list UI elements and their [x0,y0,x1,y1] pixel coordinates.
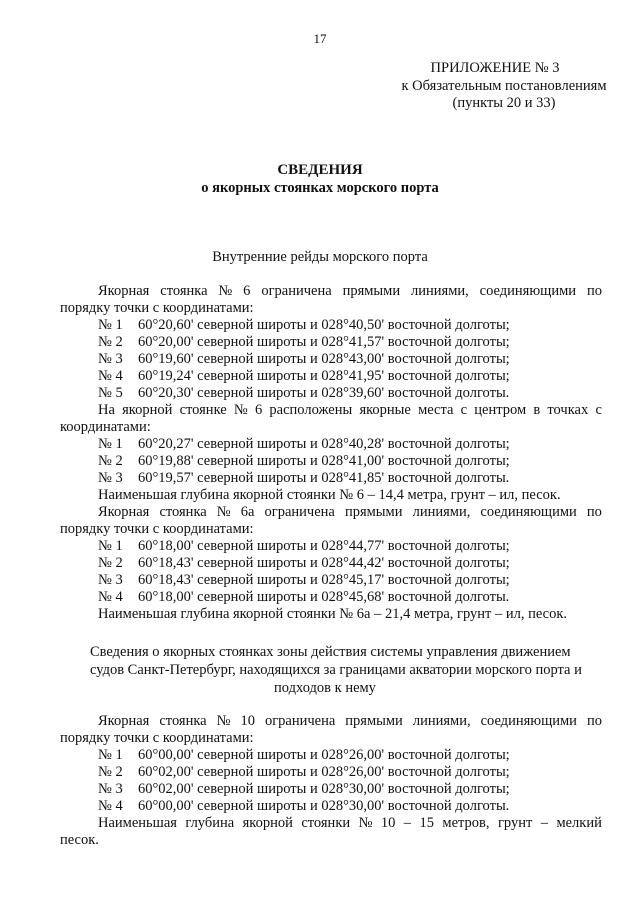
word: линиями, [412,504,471,520]
point-coords: 60°18,43' северной широты и 028°45,17' восточной долготы; [138,572,510,588]
point-coords: 60°20,60' северной широты и 028°40,50' восточной долготы; [138,317,510,333]
word: с [460,402,468,418]
point-coords: 60°20,30' северной широты и 028°39,60' восточной долготы. [138,385,510,401]
point-number: № 3 [98,572,123,588]
word: На [98,402,115,418]
anchorage-6a-point [60,538,602,555]
point-number: № 3 [98,351,123,367]
appendix-header [380,60,610,113]
heading-line: судов Санкт-Петербург, находящихся за границами акватории морского порта и [90,662,582,678]
word: Якорная [98,283,150,299]
word: Якорная [98,713,150,729]
place-coords: 60°19,57' северной широты и 028°41,85' восточной долготы. [138,470,510,486]
point-coords: 60°02,00' северной широты и 028°30,00' восточной долготы; [138,781,510,797]
anchorage-10-point [60,781,602,798]
anchorage-6-places-intro [60,402,602,419]
anchorage-6-point [60,334,602,351]
word: № [216,504,231,520]
anchorage-10-depth [60,815,602,832]
anchorage-10-intro [60,713,602,730]
point-coords: 60°20,00' северной широты и 028°41,57' восточной долготы; [138,334,510,350]
anchorage-10-point [60,764,602,781]
word: метров, [442,815,490,831]
word: якорные [359,402,411,418]
point-number: № 3 [98,781,123,797]
anchorage-6-place [60,453,602,470]
word: по [586,504,602,520]
point-number: № 2 [98,334,123,350]
word: прямыми [344,504,403,520]
point-coords: 60°02,00' северной широты и 028°26,00' восточной долготы; [138,764,510,780]
word: – [540,815,548,831]
anchorage-6-point [60,385,602,402]
word: Якорная [98,504,150,520]
place-coords: 60°19,88' северной широты и 028°41,00' восточной долготы; [138,453,510,469]
point-coords: 60°00,00' северной широты и 028°26,00' восточной долготы; [138,747,510,763]
anchorage-6-place [60,470,602,487]
word: 15 [419,815,434,831]
anchorage-6a-point [60,589,602,606]
anchorage-6-depth: Наименьшая глубина якорной стоянки № 6 – 14,4 метра, грунт – ил, песок. [98,487,561,503]
word: ограничена [264,504,335,520]
place-number: № 2 [98,453,123,469]
anchorage-6-point [60,351,602,368]
point-coords: 60°18,00' северной широты и 028°44,77' восточной долготы; [138,538,510,554]
anchorage-6a-point [60,555,602,572]
word: стоянка [159,504,207,520]
word: 6а [240,504,255,520]
point-coords: 60°19,60' северной широты и 028°43,00' восточной долготы; [138,351,510,367]
anchorage-6a-point [60,572,602,589]
word: № [218,283,233,299]
word: № [216,713,231,729]
point-number: № 4 [98,368,123,384]
word: прямыми [345,713,403,729]
word: якорной [242,815,293,831]
word: ограничена [261,283,332,299]
place-number: № 3 [98,470,123,486]
point-number: № 1 [98,538,123,554]
word: стоянки [301,815,351,831]
word: грунт [497,815,533,831]
word: центром [474,402,527,418]
word: места [418,402,454,418]
word: по [586,283,602,299]
word: Наименьшая [98,815,177,831]
word: линиями, [411,283,469,299]
word: 6 [243,283,251,299]
word: 10 [380,815,396,831]
appendix-clauses: (пункты 20 и 33) [452,95,556,111]
word: глубина [185,815,235,831]
word: мелкий [556,815,602,831]
anchorage-10-point [60,798,602,815]
appendix-title: ПРИЛОЖЕНИЕ № 3 [430,60,560,76]
word: расположены [269,402,353,418]
point-coords: 60°19,24' северной широты и 028°41,95' восточной долготы; [138,368,510,384]
word: стоянка [160,283,208,299]
point-number: № 4 [98,589,123,605]
word: № [358,815,373,831]
point-number: № 1 [98,317,123,333]
page-number: 17 [313,31,327,46]
anchorage-6-place [60,436,602,453]
point-coords: 60°18,43' северной широты и 028°44,42' восточной долготы; [138,555,510,571]
section-heading-vts-zone [90,643,582,697]
word: № [233,402,248,418]
anchorage-10-point [60,747,602,764]
anchorage-6-point [60,317,602,334]
document-title: СВЕДЕНИЯ [277,162,363,178]
heading-line: Сведения о якорных стоянках зоны действия системы управления движением [90,644,571,660]
word: соединяющими [480,713,577,729]
word: стоянке [179,402,227,418]
section-heading-inner-roads: Внутренние рейды морского порта [212,249,428,265]
anchorage-6a-intro [60,504,602,521]
word: – [403,815,412,831]
point-coords: 60°00,00' северной широты и 028°30,00' восточной долготы. [138,798,510,814]
word: ограничена [264,713,336,729]
place-coords: 60°20,27' северной широты и 028°40,28' восточной долготы; [138,436,510,452]
anchorage-6-places-cont: координатами: [60,419,151,435]
anchorage-10-intro-cont: порядку точки с координатами: [60,730,254,746]
heading-line: подходов к нему [274,680,376,696]
word: в [533,402,541,418]
document-subtitle: о якорных стоянках морского порта [201,180,439,196]
word: прямыми [342,283,401,299]
point-number: № 4 [98,798,123,814]
place-number: № 1 [98,436,123,452]
point-number: № 2 [98,555,123,571]
word: с [595,402,602,418]
anchorage-6-intro-cont: порядку точки с координатами: [60,300,254,316]
word: соединяющими [479,283,577,299]
anchorage-10-depth-cont: песок. [60,832,99,848]
word: 10 [240,713,255,729]
anchorage-6a-depth: Наименьшая глубина якорной стоянки № 6а – 21,4 метра, грунт – ил, песок. [98,606,568,622]
point-number: № 2 [98,764,123,780]
word: линиями, [412,713,471,729]
point-number: № 1 [98,747,123,763]
word: стоянка [159,713,207,729]
word: 6 [254,402,263,418]
anchorage-6-intro [60,283,602,300]
word: по [586,713,602,729]
appendix-reference: к Обязательным постановлениям [401,77,607,94]
anchorage-6-block [60,283,602,623]
word: якорной [122,402,173,418]
anchorage-6a-intro-cont: порядку точки с координатами: [60,521,254,537]
word: соединяющими [480,504,577,520]
anchorage-10-block [60,713,602,849]
point-number: № 5 [98,385,123,401]
word: точках [547,402,589,418]
point-coords: 60°18,00' северной широты и 028°45,68' восточной долготы. [138,589,510,605]
anchorage-6-point [60,368,602,385]
